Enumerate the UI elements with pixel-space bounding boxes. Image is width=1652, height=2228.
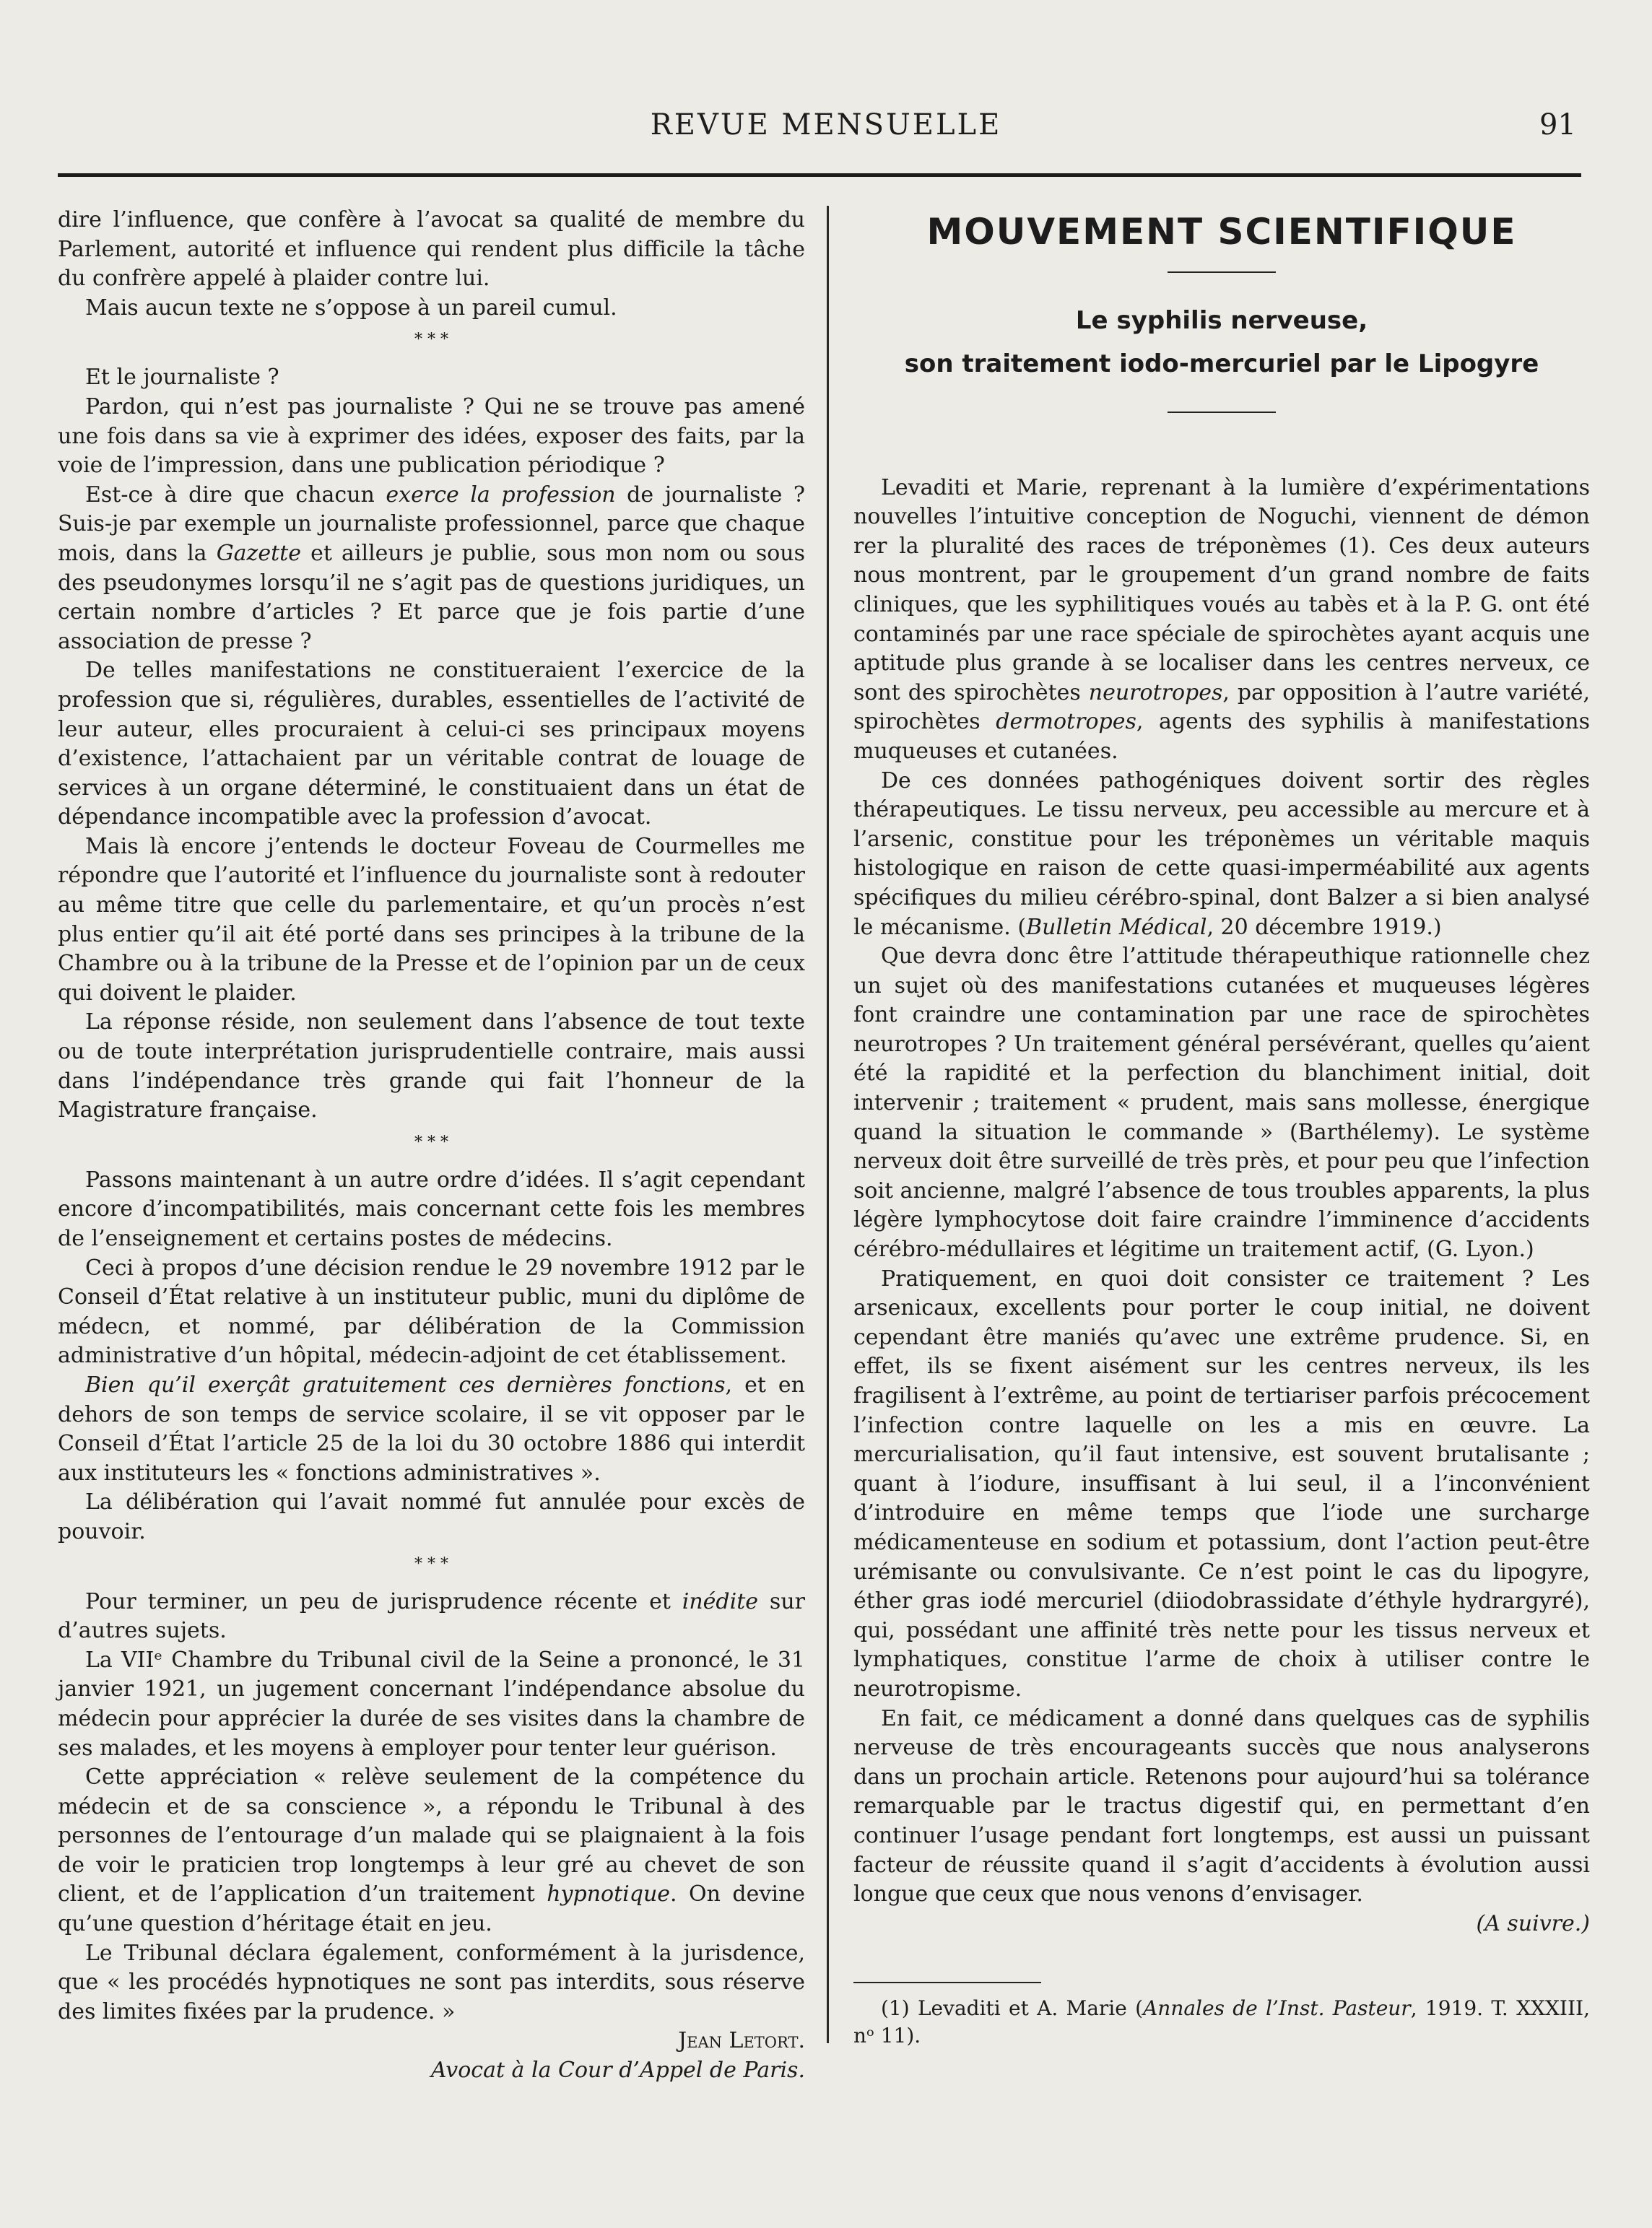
- paragraph: La réponse réside, non seulement dans l’absence de tout texte ou de toute interprétation jurisprudentielle contraire, mais aussi dans l’indépendance très grande qui fait l’honneur de la Magistrature française.: [58, 1009, 805, 1123]
- paragraph: Ceci à propos d’une décision rendue le 29 novembre 1912 par le Conseil d’État relative à un instituteur public, muni du diplôme de médecn, et nommé, par délibération de la Commission administrative d’un hôpital, médecin-adjoint de cet établissement.: [58, 1255, 805, 1369]
- page-number: 91: [1539, 108, 1576, 142]
- paragraph: Levaditi et Marie, reprenant à la lumière d’expérimentations nouvelles l’intuitive conception de Noguchi, viennent de démon rer la pluralité des races de tréponèmes (1). Ces deux auteurs nous montrent, par le groupement d’un grand nombre de faits cliniques, que les syphilitiques voués au tabès et à la P. G. ont été contaminés par une race spéciale de spirochètes ayant acquis une aptitude plus grande à se localiser dans les centres nerveux, ce sont des spirochètes neurotropes, par opposition à l’autre variété, spirochètes dermotropes, agents des syphilis à manifestations muqueuses et cutanées.: [853, 474, 1590, 764]
- paragraph: En fait, ce médicament a donné dans quelques cas de syphilis nerveuse de très encourageants succès que nous analyserons dans un prochain article. Retenons pour aujourd’hui sa tolérance remarquable par le tractus digestif qui, en permettant d’en continuer l’usage pendant fort longtemps, est aussi un puissant facteur de réussite quand il s’agit d’accidents à évolution aussi longue que ceux que nous venons d’envisager.: [853, 1705, 1590, 1907]
- section-title: MOUVEMENT SCIENTIFIQUE: [926, 211, 1517, 253]
- title-rule: [1168, 271, 1276, 273]
- footnote: (1) Levaditi et A. Marie (Annales de l’Inst. Pasteur, 1919. T. XXXIII, nᵒ 11).: [853, 1996, 1590, 2048]
- paragraph: De telles manifestations ne constitueraient l’exercice de la profession que si, régulières, durables, essentielles de l’activité de leur auteur, elles procuraient à celui-ci ses principaux moyens d’existence, l’attachaient par un véritable contrat de louage de services à un organe déterminé, le constituaient dans un état de dépendance incompatible avec la profession d’avocat.: [58, 658, 805, 830]
- section-separator: * * *: [414, 331, 448, 349]
- author-signature: Jean Letort.: [678, 2028, 805, 2054]
- paragraph: Mais là encore j’entends le docteur Foveau de Courmelles me répondre que l’autorité et l’influence du journaliste sont à redouter au même titre que celle du parlementaire, et qu’un procès n’est plus entier qu’il ait été porté dans ses principes à la tribune de la Chambre ou à la tribune de la Presse et de l’opinion par un de ceux qui doivent le plaider.: [58, 833, 805, 1006]
- paragraph: De ces données pathogéniques doivent sortir des règles thérapeutiques. Le tissu nerveux, peu accessible au mercure et à l’arsenic, constitue pour les tréponèmes un véritable maquis histologique en raison de cette quasi-imperméabilité aux agents spécifiques du milieu cérébro-spinal, dont Balzer a si bien analysé le mécanisme. (Bulletin Médical, 20 décembre 1919.): [853, 767, 1590, 940]
- running-header: REVUE MENSUELLE: [650, 108, 1002, 142]
- left-column: [58, 206, 805, 2086]
- section-separator: * * *: [414, 1554, 448, 1573]
- paragraph: Que devra donc être l’attitude thérapeuthique rationnelle chez un sujet où des manifestations cutanées et muqueuses légères font craindre une contamination par une race de spirochètes neurotropes ? Un traitement général persévérant, quelles qu’aient été la rapidité et la perfection du blanchiment initial, doit intervenir ; traitement « prudent, mais sans mollesse, énergique quand la situation le commande » (Barthélemy). Le système nerveux doit être surveillé de très près, et pour peu que l’infection soit ancienne, malgré l’absence de tous troubles apparents, la plus légère lymphocytose doit faire craindre l’imminence d’accidents cérébro-médullaires et légitime un traitement actif, (G. Lyon.): [853, 944, 1590, 1263]
- footnote-rule: [853, 1982, 1041, 1983]
- paragraph: dire l’influence, que confère à l’avocat sa qualité de membre du Parlement, autorité et influence qui rendent plus difficile la tâche du confrère appelé à plaider contre lui.: [58, 207, 805, 292]
- header-rule: [58, 173, 1581, 177]
- paragraph: Pratiquement, en quoi doit consister ce traitement ? Les arsenicaux, excellents pour porter le coup initial, ne doivent cependant être maniés qu’avec une extrême prudence. Si, en effet, ils se fixent aisément sur les centres nerveux, ils les fragilisent à l’extrême, au point de tertiariser parfois précocement l’infection contre laquelle on les a mis en œuvre. La mercurialisation, qu’il faut intensive, est souvent brutalisante ; quant à l’iodure, insuffisant à lui seul, il a l’inconvénient d’introduire en même temps que l’iode une surcharge médicamenteuse en sodium et potassium, dont l’action peut-être urémisante ou convulsivante. Ce n’est point le cas du lipogyre, éther gras iodé mercuriel (diiodobrassidate d’éthyle hydrargyré), qui, possédant une affinité très nette pour les tissus nerveux et lymphatiques, constitue l’arme de choix à utiliser contre le neurotropisme.: [853, 1266, 1590, 1702]
- paragraph: Pardon, qui n’est pas journaliste ? Qui ne se trouve pas amené une fois dans sa vie à exprimer des idées, exposer des faits, par la voie de l’impression, dans une publication périodique ?: [58, 393, 805, 479]
- section-separator: * * *: [414, 1133, 448, 1152]
- to-be-continued: (A suivre.): [1476, 1910, 1590, 1936]
- column-divider: [827, 206, 829, 2043]
- paragraph: Cette appréciation « relève seulement de la compétence du médecin et de sa conscience », a répondu le Tribunal à des personnes de l’entourage d’un malade qui se plaignaient à la fois de voir le praticien trop longtemps à leur gré au chevet de son client, et de l’application d’un traitement hypnotique. On devine qu’une question d’héritage était en jeu.: [58, 1764, 805, 1937]
- paragraph: Passons maintenant à un autre ordre d’idées. Il s’agit cependant encore d’incompatibilités, mais concernant cette fois les membres de l’enseignement et certains postes de médecins.: [58, 1167, 805, 1251]
- paragraph: Et le journaliste ?: [85, 365, 279, 391]
- paragraph: Le Tribunal déclara également, conformément à la jurisdence, que « les procédés hypnotiques ne sont pas interdits, sous réserve des limites fixées par la prudence. »: [58, 1940, 805, 2024]
- paragraph: Pour terminer, un peu de jurisprudence récente et inédite sur d’autres sujets.: [58, 1588, 805, 1644]
- paragraph: Bien qu’il exerçât gratuitement ces dernières fonctions, et en dehors de son temps de service scolaire, il se vit opposer par le Conseil d’État l’article 25 de la loi du 30 octobre 1886 qui interdit aux instituteurs les « fonctions administratives ».: [58, 1372, 805, 1486]
- paragraph: La délibération qui l’avait nommé fut annulée pour excès de pouvoir.: [58, 1489, 805, 1544]
- right-column: [853, 206, 1590, 2050]
- paragraph: Mais aucun texte ne s’oppose à un pareil cumul.: [85, 295, 617, 321]
- author-affiliation: Avocat à la Cour d’Appel de Paris.: [430, 2058, 805, 2084]
- paragraph: La VIIᵉ Chambre du Tribunal civil de la Seine a prononcé, le 31 janvier 1921, un jugement concernant l’indépendance absolue du médecin pour apprécier la durée de ses visites dans la chambre de ses malades, et les moyens à employer pour tenter leur guérison.: [58, 1647, 805, 1761]
- paragraph: Est-ce à dire que chacun exerce la profession de journaliste ? Suis-je par exemple un journaliste professionnel, parce que chaque mois, dans la Gazette et ailleurs je publie, sous mon nom ou sous des pseudonymes lorsqu’il ne s’agit pas de questions juridiques, un certain nombre d’articles ? Et parce que je fois partie d’une association de presse ?: [58, 482, 805, 654]
- article-title: Le syphilis nerveuse, son traitement iodo-mercuriel par le Lipogyre: [904, 305, 1539, 378]
